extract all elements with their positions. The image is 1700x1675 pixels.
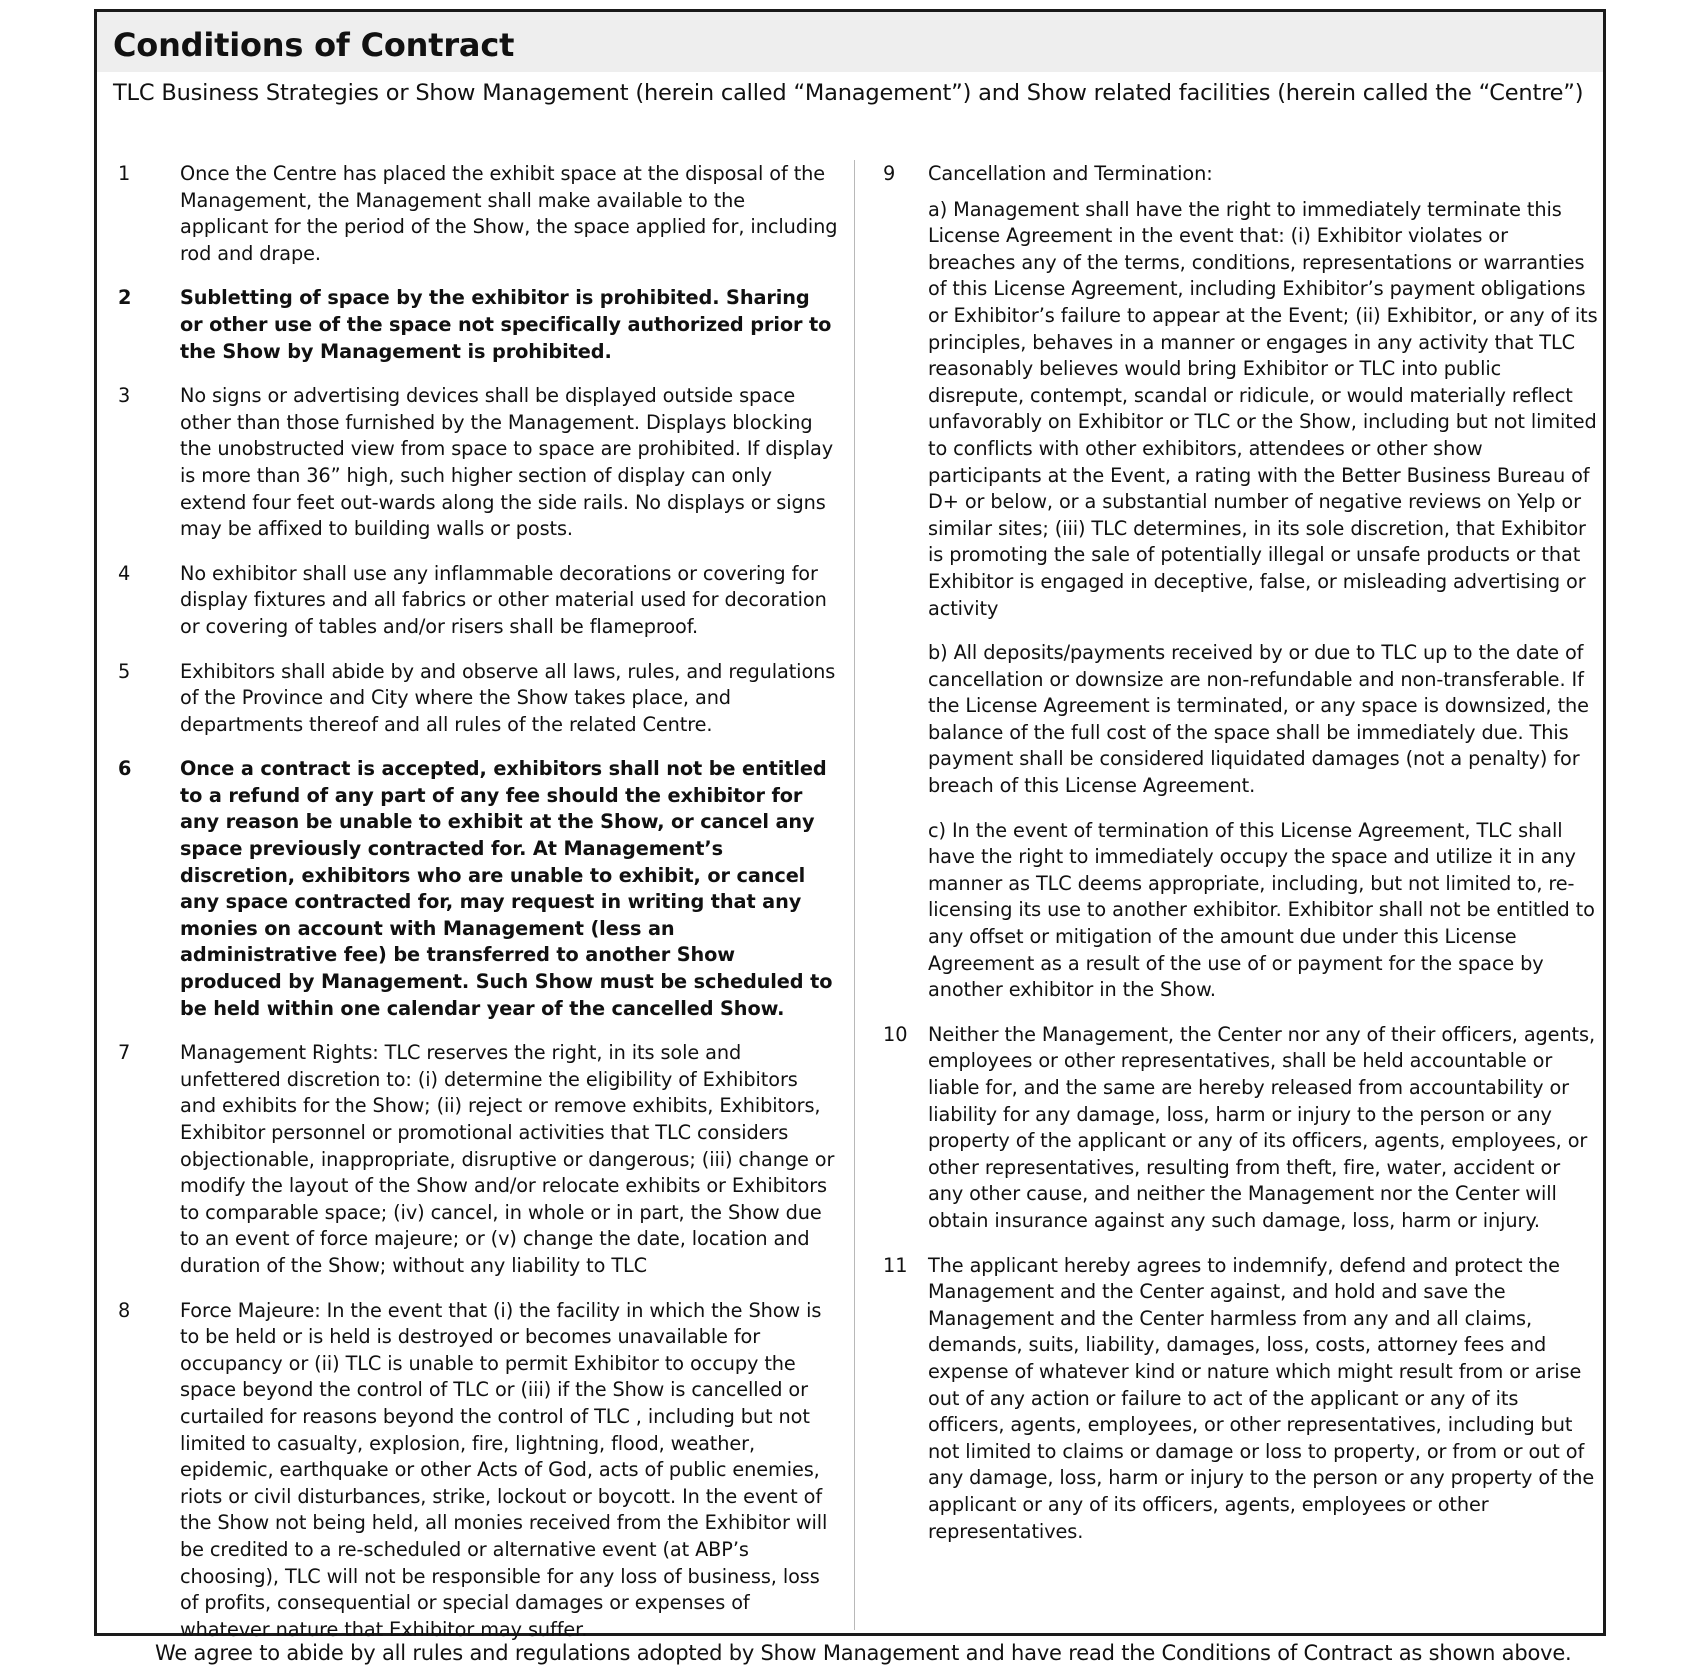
- item-heading: Cancellation and Termination:: [928, 162, 1213, 185]
- item-number: 8: [118, 1298, 131, 1322]
- item-text: Subletting of space by the exhibitor is prohibited. Sharing or other use of the space not specifically authorized prior to the Show by Management is prohibited.: [180, 286, 832, 363]
- condition-item-4: [118, 561, 838, 641]
- condition-item-1: [118, 161, 838, 267]
- item-9a-text: a) Management shall have the right to immediately terminate this License Agreement in the event that: (i) Exhibitor violates or breaches any of the terms, conditions, representations or warranties of this License Agreement, including Exhibitor’s payment obligations or Exhibitor’s failure to appear at the Event; (ii) Exhibitor, or any of its principles, behaves in a manner or engages in any activity that TLC reasonably believes would bring Exhibitor or TLC into public disrepute, contempt, scandal or ridicule, or would materially reflect unfavorably on Exhibitor or TLC or the Show, including but not limited to conflicts with other exhibitors, attendees or other show participants at the Event, a rating with the Better Business Bureau of D+ or below, or a substantial number of negative reviews on Yelp or similar sites; (iii) TLC determines, in its sole discretion, that Exhibitor is promoting the sale of potentially illegal or unsafe products or that Exhibitor is engaged in deceptive, false, or misleading advertising or activity: [928, 197, 1598, 620]
- page-title: Conditions of Contract: [113, 26, 515, 64]
- condition-item-2: [118, 285, 838, 365]
- condition-item-10: [883, 1022, 1598, 1235]
- item-number: 11: [883, 1253, 908, 1277]
- item-number: 5: [118, 659, 131, 683]
- item-text: Exhibitors shall abide by and observe all laws, rules, and regulations of the Province and City where the Show takes place, and departments thereof and all rules of the related Centre.: [180, 659, 836, 736]
- item-number: 4: [118, 561, 131, 585]
- item-text: Once a contract is accepted, exhibitors shall not be entitled to a refund of any part of any fee should the exhibitor for any reason be unable to exhibit at the Show, or cancel any space previously contracted for. At Management’s discretion, exhibitors who are unable to exhibit, or cancel any space contracted for, may request in writing that any monies on account with Management (less an administrative fee) be transferred to another Show produced by Management. Such Show must be scheduled to be held within one calendar year of the cancelled Show.: [180, 757, 833, 1020]
- item-text: Once the Centre has placed the exhibit space at the disposal of the Management, the Management shall make available to the applicant for the period of the Show, the space applied for, including rod and drape.: [180, 162, 838, 265]
- condition-item-6: [118, 756, 838, 1022]
- item-number: 6: [118, 757, 132, 781]
- item-number: 7: [118, 1041, 131, 1065]
- condition-item-8: [118, 1298, 838, 1644]
- condition-item-3: [118, 383, 838, 543]
- item-number: 1: [118, 162, 131, 185]
- item-text: Force Majeure: In the event that (i) the facility in which the Show is to be held or is held is destroyed or becomes unavailable for occupancy or (ii) TLC is unable to permit Exhibitor to occupy the space beyond the control of TLC or (iii) if the Show is cancelled or curtailed for reasons beyond the control of TLC , including but not limited to casualty, explosion, fire, lightning, flood, weather, epidemic, earthquake or other Acts of God, acts of public enemies, riots or civil disturbances, strike, lockout or boycott. In the event of the Show not being held, all monies received from the Exhibitor will be credited to a re-scheduled or alternative event (at ABP’s choosing), TLC will not be responsible for any loss of business, loss of profits, consequential or special damages or expenses of whatever nature that Exhibitor may suffer.: [180, 1298, 828, 1641]
- right-column: [883, 161, 1598, 1563]
- condition-item-9: [883, 161, 1598, 1004]
- condition-item-5: [118, 659, 838, 739]
- condition-item-11: [883, 1253, 1598, 1546]
- page-subtitle: TLC Business Strategies or Show Management (herein called “Management”) and Show related facilities (herein called the “Centre”): [113, 80, 1584, 106]
- item-9b-text: b) All deposits/payments received by or due to TLC up to the date of cancellation or downsize are non-refundable and non-transferable. If the License Agreement is terminated, or any space is downsized, the balance of the full cost of the space shall be immediately due. This payment shall be considered liquidated damages (not a penalty) for breach of this License Agreement.: [928, 641, 1589, 798]
- left-column: [118, 161, 838, 1661]
- contract-frame: [94, 9, 1606, 1641]
- item-number: 9: [883, 162, 896, 185]
- item-text: Neither the Management, the Center nor any of their officers, agents, employees or other representatives, shall be held accountable or liable for, and the same are hereby released from accountability or liability for any damage, loss, harm or injury to the person or any property of the applicant or any of its officers, agents, employees, or other representatives, resulting from theft, fire, water, accident or any other cause, and neither the Management nor the Center will obtain insurance against any such damage, loss, harm or injury.: [928, 1022, 1595, 1232]
- agreement-statement: We agree to abide by all rules and regulations adopted by Show Management and have read the Conditions of Contract as shown above.: [155, 1641, 1572, 1665]
- item-number: 3: [118, 384, 131, 408]
- item-number: 10: [883, 1022, 908, 1046]
- item-text: Management Rights: TLC reserves the right, in its sole and unfettered discretion to: (i) determine the eligibility of Exhibitors and exhibits for the Show; (ii) reject or remove exhibits, Exhibitors, Exhibitor personnel or promotional activities that TLC considers objectionable, inappropriate, disruptive or dangerous; (iii) change or modify the layout of the Show and/or relocate exhibits or Exhibitors to comparable space; (iv) cancel, in whole or in part, the Show due to an event of force majeure; or (v) change the date, location and duration of the Show; without any liability to TLC: [180, 1041, 835, 1277]
- item-number: 2: [118, 286, 132, 310]
- item-text: No signs or advertising devices shall be displayed outside space other than those furnished by the Management. Displays blocking the unobstructed view from space to space are prohibited. If display is more than 36” high, such higher section of display can only extend four feet out-wards along the side rails. No displays or signs may be affixed to building walls or posts.: [180, 384, 833, 541]
- item-text: The applicant hereby agrees to indemnify, defend and protect the Management and the Center against, and hold and save the Management and the Center harmless from any and all claims, demands, suits, liability, damages, loss, costs, attorney fees and expense of whatever kind or nature which might result from or arise out of any action or failure to act of the applicant or any of its officers, agents, employees, or other representatives, including but not limited to claims or damage or loss to property, or from or out of any damage, loss, harm or injury to the person or any property of the applicant or any of its officers, agents, employees or other representatives.: [928, 1253, 1595, 1543]
- column-divider: [854, 160, 855, 1630]
- condition-item-7: [118, 1040, 838, 1279]
- title-bar: [97, 12, 1603, 72]
- item-9c-text: c) In the event of termination of this License Agreement, TLC shall have the right to immediately occupy the space and utilize it in any manner as TLC deems appropriate, including, but not limited to, re-licensing its use to another exhibitor. Exhibitor shall not be entitled to any offset or mitigation of the amount due under this License Agreement as a result of the use of or payment for the space by another exhibitor in the Show.: [928, 818, 1595, 1002]
- item-text: No exhibitor shall use any inflammable decorations or covering for display fixtures and all fabrics or other material used for decoration or covering of tables and/or risers shall be flameproof.: [180, 561, 827, 638]
